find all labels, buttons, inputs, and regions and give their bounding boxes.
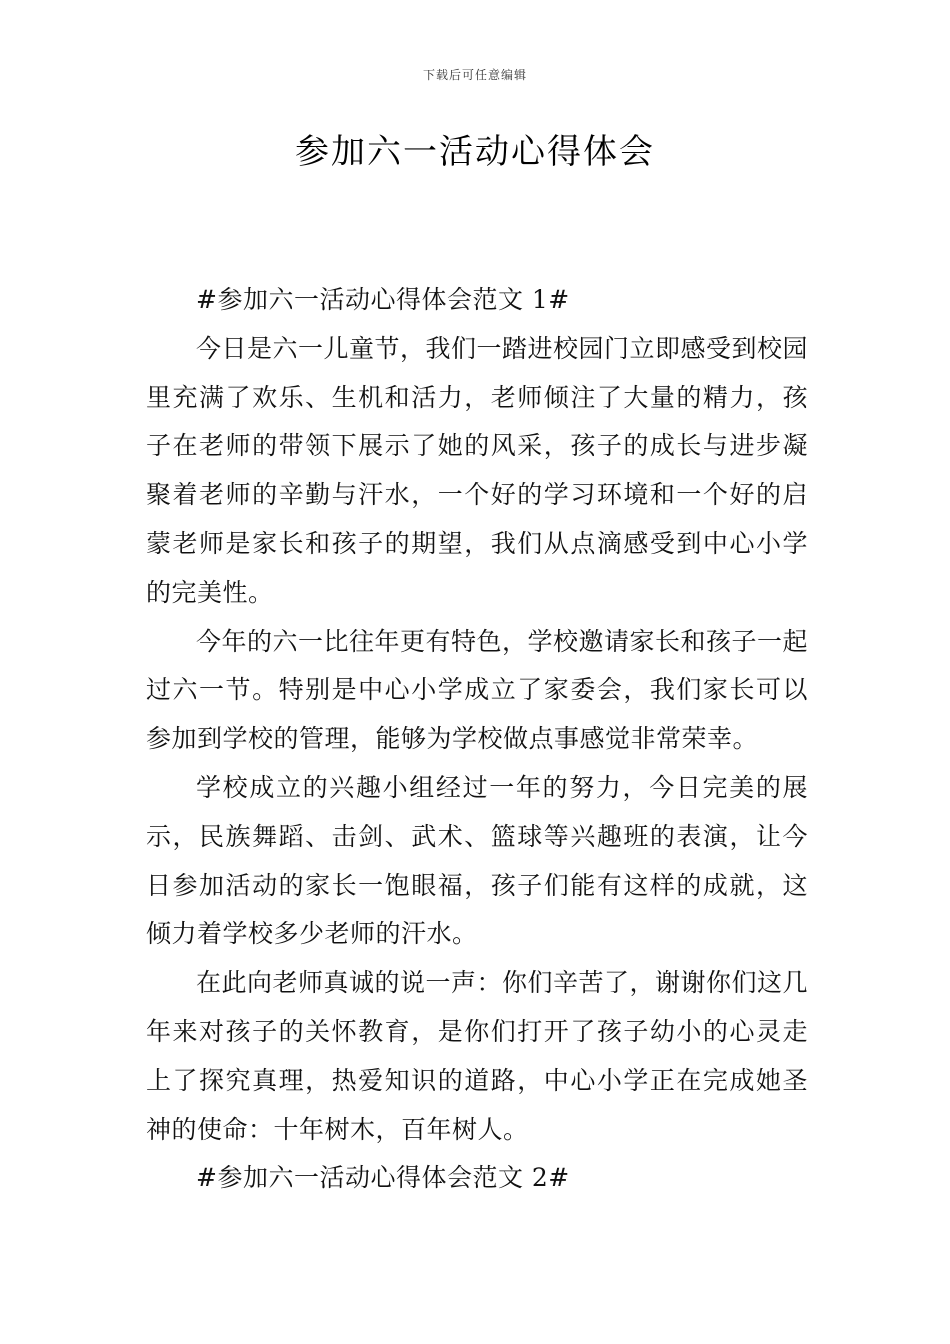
paragraph-2: 今年的六一比往年更有特色，学校邀请家长和孩子一起过六一节。特别是中心小学成立了家委会，我们家长可以参加到学校的管理，能够为学校做点事感觉非常荣幸。 <box>146 626 809 754</box>
paragraph-3: 学校成立的兴趣小组经过一年的努力，今日完美的展示，民族舞蹈、击剑、武术、篮球等兴趣班的表演，让今日参加活动的家长一饱眼福，孩子们能有这样的成就，这倾力着学校多少老师的汗水。 <box>146 772 808 949</box>
document-body <box>146 276 808 1203</box>
header-note: 下载后可任意编辑 <box>422 68 527 82</box>
section-heading-1: #参加六一活动心得体会范文 1# <box>196 285 570 314</box>
paragraph-1: 今日是六一儿童节，我们一踏进校园门立即感受到校园里充满了欢乐、生机和活力，老师倾注了大量的精力，孩子在老师的带领下展示了她的风采，孩子的成长与进步凝聚着老师的辛勤与汗水，一个好的学习环境和一个好的启蒙老师是家长和孩子的期望，我们从点滴感受到中心小学的完美性。 <box>146 333 809 607</box>
document-title: 参加六一活动心得体会 <box>295 132 655 172</box>
paragraph-4: 在此向老师真诚的说一声：你们辛苦了，谢谢你们这几年来对孩子的关怀教育，是你们打开了孩子幼小的心灵走上了探究真理，热爱知识的道路，中心小学正在完成她圣神的使命：十年树木，百年树人。 <box>146 968 809 1144</box>
section-heading-2: #参加六一活动心得体会范文 2# <box>196 1163 570 1193</box>
